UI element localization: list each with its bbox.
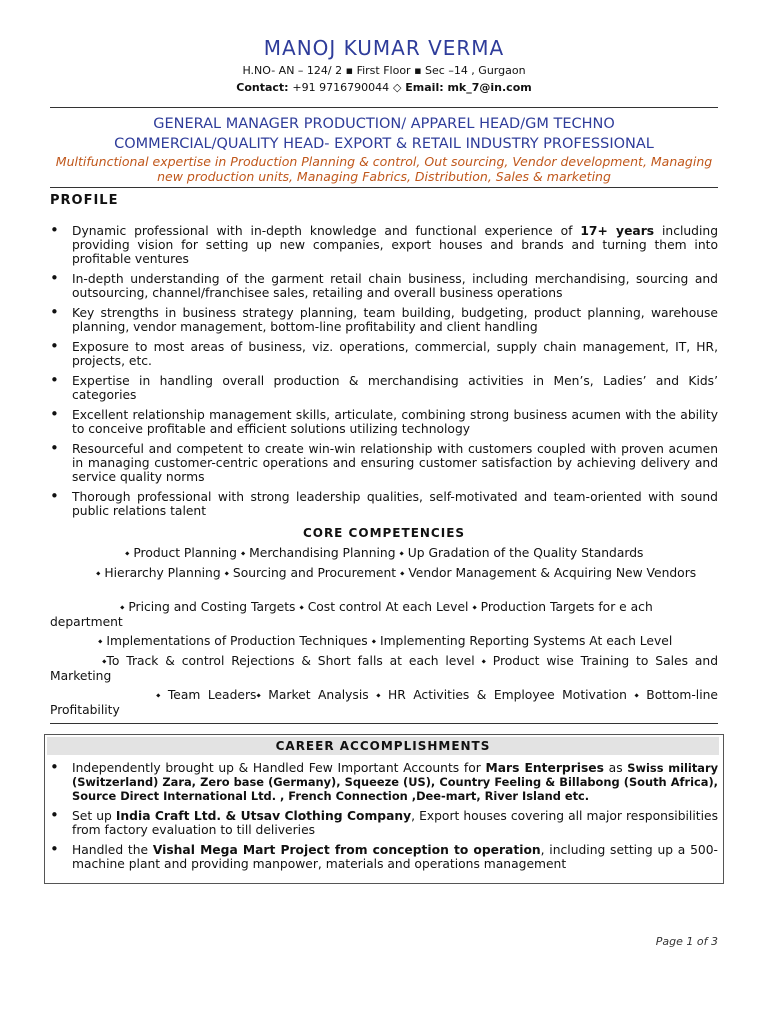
list-item: • Set up India Craft Ltd. & Utsav Clothing Company, Export houses covering all major responsibilities from factory evaluation to till deliveries	[50, 809, 718, 837]
page-number: Page 1 of 3	[655, 935, 718, 948]
diamond-separator-icon: ◇	[392, 81, 402, 94]
title-line-1: GENERAL MANAGER PRODUCTION/ APPAREL HEAD/GM TECHNO	[153, 116, 615, 132]
competency-line: ⬩ Product Planning ⬩ Merchandising Planning ⬩ Up Gradation of the Quality Standards	[125, 546, 644, 560]
list-item: • Key strengths in business strategy planning, team building, budgeting, product planning, warehouse planning, vendor management, bottom-line profitability and client handling	[50, 306, 718, 334]
profile-heading: PROFILE	[50, 193, 119, 208]
list-item: • Resourceful and competent to create win-win relationship with customers coupled with proven acumen in managing customer-centric operations and ensuring customer satisfaction by achieving delivery and service quality norms	[50, 442, 718, 484]
career-accomplishments-heading: CAREER ACCOMPLISHMENTS	[47, 737, 719, 755]
header-divider	[50, 107, 718, 108]
list-item: • Independently brought up & Handled Few Important Accounts for Mars Enterprises as Swiss military (Switzerland) Zara, Zero base (Germany), Squeeze (US), Country Feeling & Billabong (South Africa), Source Direct International Ltd. , French Connection ,Dee-mart, River Island etc.	[50, 761, 718, 803]
list-item: • Handled the Vishal Mega Mart Project from conception to operation, including setting up a 500-machine plant and providing manpower, materials and operations management	[50, 843, 718, 871]
expertise-summary	[50, 154, 718, 184]
core-competencies-heading: CORE COMPETENCIES	[302, 526, 466, 540]
phone-number: +91 9716790044	[292, 81, 390, 94]
email-address: mk_7@in.com	[447, 81, 532, 94]
expertise-line-2: new production units, Managing Fabrics, Distribution, Sales & marketing	[157, 169, 611, 184]
contact-label: Contact:	[236, 81, 289, 94]
list-item: • Expertise in handling overall production & merchandising activities in Men’s, Ladies’ and Kids’ categories	[50, 374, 718, 402]
section-divider	[50, 723, 718, 724]
competency-line: ⬩ Hierarchy Planning ⬩ Sourcing and Procurement ⬩ Vendor Management & Acquiring New Vendors	[96, 566, 697, 580]
professional-title	[50, 114, 718, 154]
title-line-2: COMMERCIAL/QUALITY HEAD- EXPORT & RETAIL INDUSTRY PROFESSIONAL	[114, 136, 654, 152]
contact-line	[50, 81, 718, 94]
list-item: • Exposure to most areas of business, viz. operations, commercial, supply chain management, IT, HR, projects, etc.	[50, 340, 718, 368]
email-label: Email:	[405, 81, 444, 94]
expertise-line-1: Multifunctional expertise in Production Planning & control, Out sourcing, Vendor development, Managing	[55, 154, 713, 169]
competency-line: ⬩ Team Leaders⬩ Market Analysis ⬩ HR Activities & Employee Motivation ⬩ Bottom-line Profitability	[50, 688, 718, 717]
profile-list	[50, 224, 718, 524]
career-list	[50, 761, 718, 877]
list-item: • Dynamic professional with in-depth knowledge and functional experience of 17+ years including providing vision for setting up new companies, export houses and brands and turning them into profitable ventures	[50, 224, 718, 266]
list-item: • Excellent relationship management skills, articulate, combining strong business acumen with the ability to conceive profitable and efficient solutions utilizing technology	[50, 408, 718, 436]
list-item: • In-depth understanding of the garment retail chain business, including merchandising, sourcing and outsourcing, channel/franchisee sales, retailing and overall business operations	[50, 272, 718, 300]
address: H.NO- AN – 124/ 2 ▪ First Floor ▪ Sec –14 , Gurgaon	[242, 64, 526, 77]
competency-line: ⬩To Track & control Rejections & Short falls at each level ⬩ Product wise Training to Sales and Marketing	[50, 654, 718, 683]
list-item: • Thorough professional with strong leadership qualities, self-motivated and team-oriented with sound public relations talent	[50, 490, 718, 518]
competency-line: ⬩ Pricing and Costing Targets ⬩ Cost control At each Level ⬩ Production Targets for e ach department	[50, 600, 653, 629]
competency-line: ⬩ Implementations of Production Techniques ⬩ Implementing Reporting Systems At each Level	[98, 634, 673, 648]
title-divider	[50, 187, 718, 188]
candidate-name: MANOJ KUMAR VERMA	[263, 36, 505, 60]
